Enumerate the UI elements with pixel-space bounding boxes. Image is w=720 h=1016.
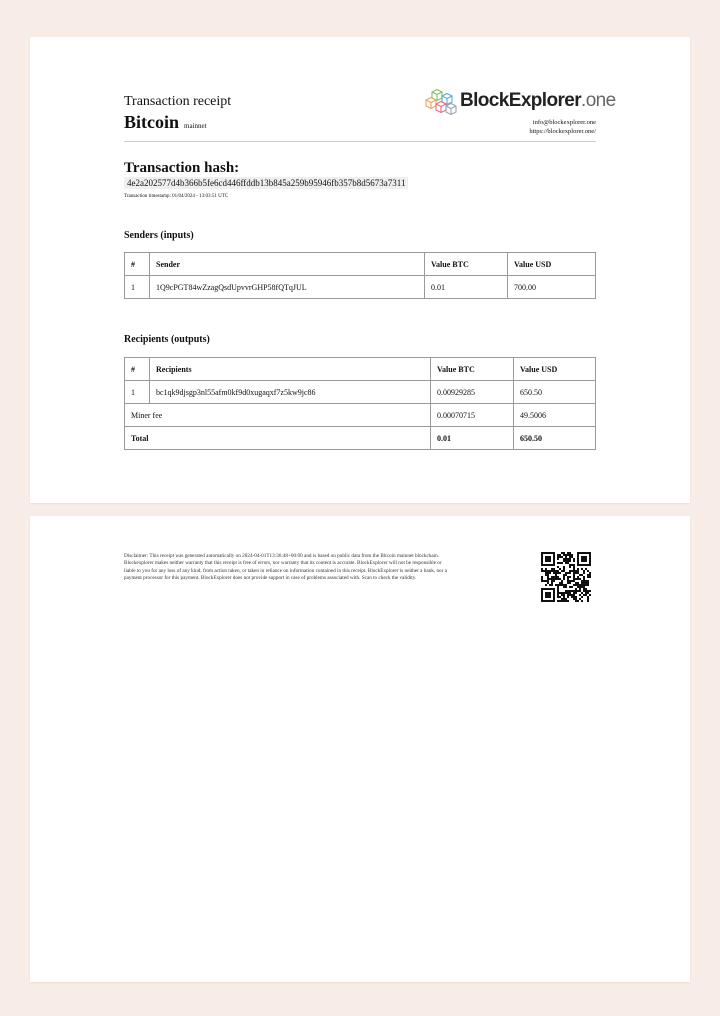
column-header: # [125, 358, 150, 381]
column-header: Recipients [150, 358, 431, 381]
column-header: Value BTC [425, 253, 508, 276]
row-index: 1 [125, 381, 150, 404]
disclaimer-page [30, 516, 690, 982]
transaction-timestamp: Transaction timestamp: 01/04/2024 - 13:03:51 UTC [124, 194, 229, 199]
total-label: Total [125, 427, 431, 450]
blockexplorer-logo [424, 88, 616, 118]
table-row [125, 276, 596, 299]
qr-code-icon[interactable] [541, 552, 591, 602]
cubes-logo-icon [424, 88, 460, 118]
column-header: Value USD [508, 253, 596, 276]
value-usd: 700.00 [508, 276, 596, 299]
recipient-address: bc1qk9djsgp3nl55afm0kf9d0xugaqxf7z5kw9jc86 [150, 381, 431, 404]
table-row [125, 381, 596, 404]
column-header: Value USD [514, 358, 596, 381]
miner-fee-usd: 49.5006 [514, 404, 596, 427]
total-btc: 0.01 [431, 427, 514, 450]
column-header: Sender [150, 253, 425, 276]
hash-title: Transaction hash: [124, 160, 240, 176]
receipt-label: Transaction receipt [124, 94, 232, 109]
miner-fee-row [125, 404, 596, 427]
coin-name: Bitcoin [124, 112, 180, 132]
transaction-hash: 4e2a202577d4b366b5fe6cd446ffddb13b845a259b95946fb357b8d5673a7311 [124, 177, 408, 189]
coin-line [124, 112, 207, 133]
contact-email[interactable]: info@blockexplorer.one [532, 119, 596, 126]
recipients-title: Recipients (outputs) [124, 334, 210, 345]
miner-fee-label: Miner fee [125, 404, 431, 427]
column-header: Value BTC [431, 358, 514, 381]
value-btc: 0.01 [425, 276, 508, 299]
miner-fee-btc: 0.00070715 [431, 404, 514, 427]
senders-table [124, 252, 596, 299]
total-row [125, 427, 596, 450]
contact-info [529, 118, 596, 136]
recipients-table [124, 357, 596, 450]
logo-suffix: .one [581, 90, 616, 111]
row-index: 1 [125, 276, 150, 299]
header-divider [124, 141, 596, 142]
value-btc: 0.00929285 [431, 381, 514, 404]
table-header-row [125, 253, 596, 276]
network-label: mainnet [184, 122, 207, 130]
table-header-row [125, 358, 596, 381]
disclaimer-text: Disclaimer: This receipt was generated automatically on 2024-04-01T13:36:48+00:00 and is based on public data from the Bitcoin mainnet blockchain. Blockexplorer makes neither warranty that this receipt is free of errors, nor warranty that its content is accurate. BlockExplorer will not be responsible or liable to you for any loss of any kind, from action taken, or taken in reliance on information contained in this receipt. BlockExplorer is neither a bank, nor a payment processor for this payment. BlockExplorer does not provide support in case of problems associated with. Scan to check the validity. [124, 553, 447, 581]
value-usd: 650.50 [514, 381, 596, 404]
logo-wordmark [460, 90, 616, 112]
contact-website[interactable]: https://blockexplorer.one/ [529, 128, 596, 135]
column-header: # [125, 253, 150, 276]
receipt-page [30, 37, 690, 503]
senders-title: Senders (inputs) [124, 230, 194, 241]
logo-brand: BlockExplorer [460, 90, 582, 111]
total-usd: 650.50 [514, 427, 596, 450]
sender-address: 1Q9cPGT84wZzagQsdUpvvrGHP58fQTqJUL [150, 276, 425, 299]
